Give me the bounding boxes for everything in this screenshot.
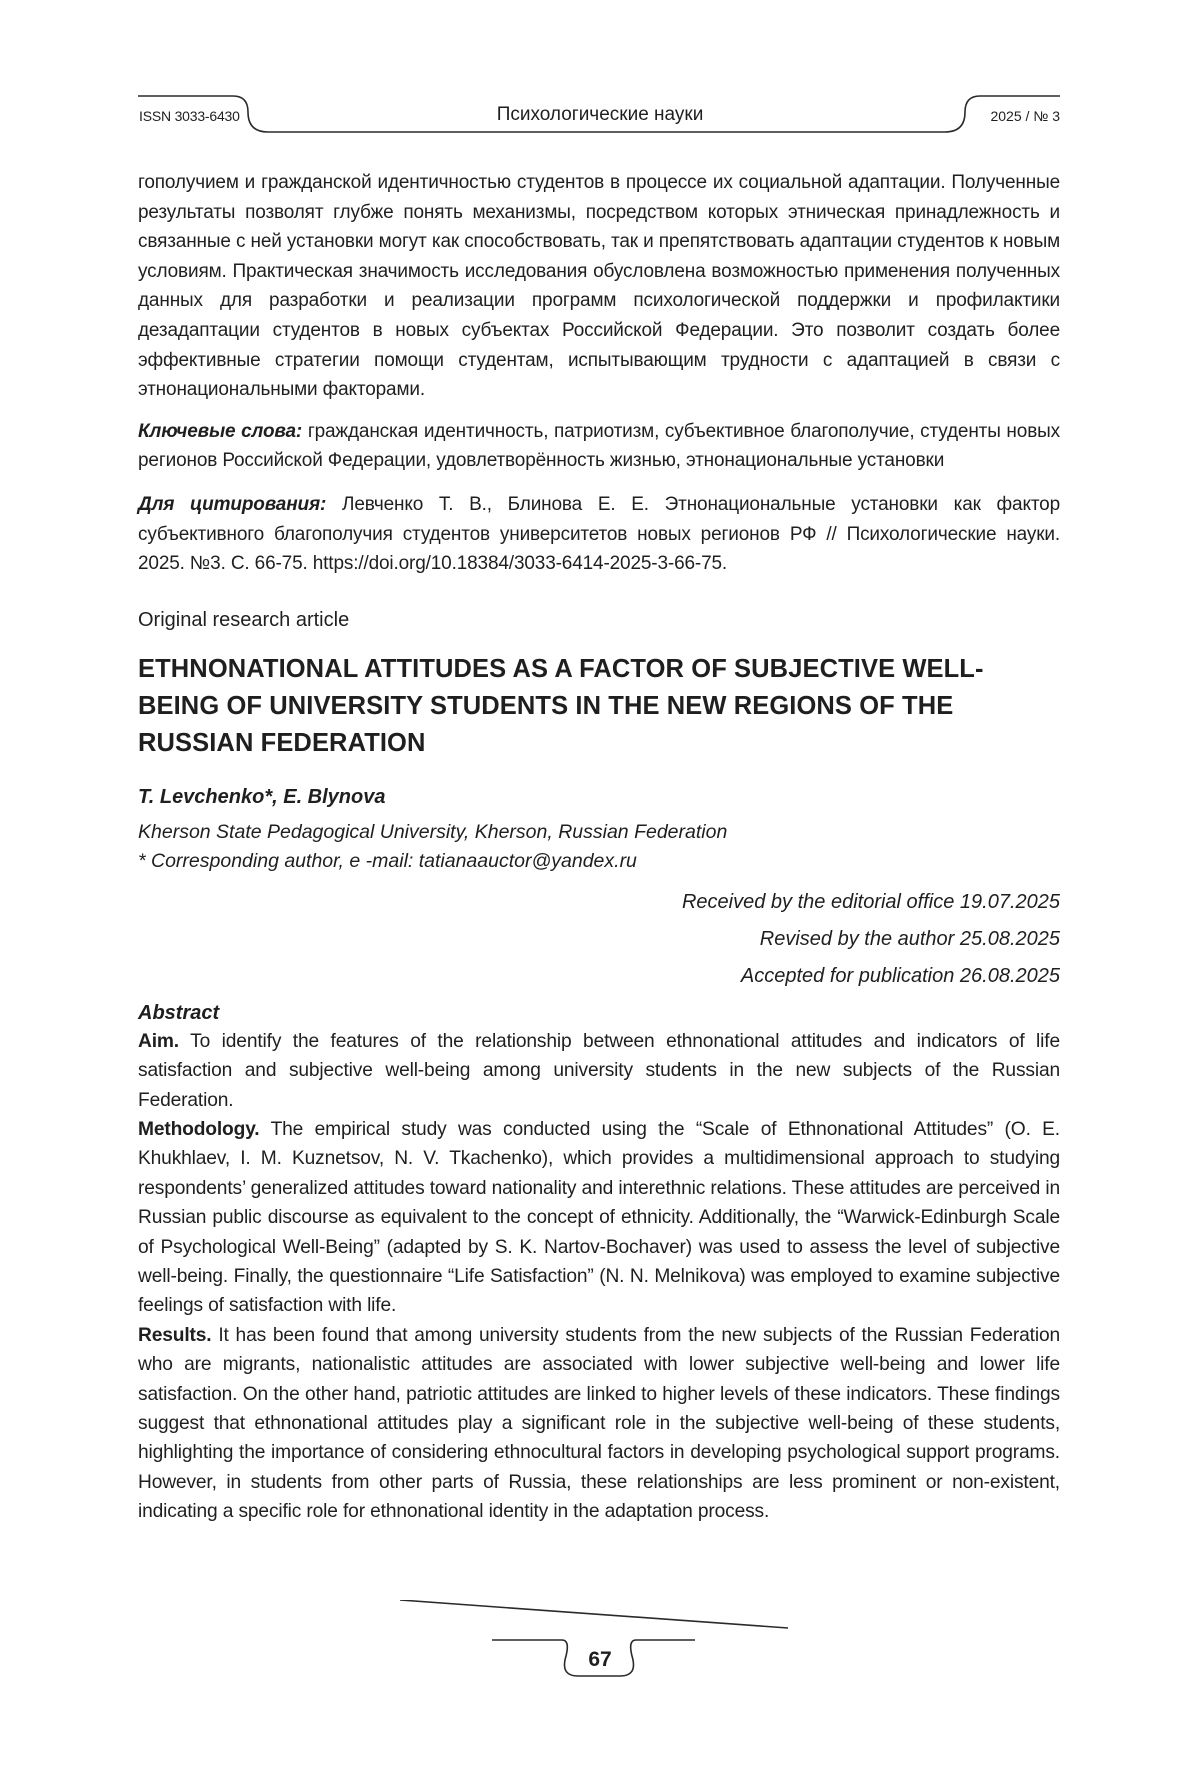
abstract-methodology [138,1115,1060,1321]
abstract-results [138,1321,1060,1527]
accepted-date: Accepted for publication 26.08.2025 [740,964,1060,987]
keywords-text: гражданская идентичность, патриотизм, субъективное благополучие, студенты новых регионов Российской Федерации, удовлетворённость жизнью, этнонациональные установки [138,420,1060,472]
keywords-ru [138,417,1060,476]
citation-text: Левченко Т. В., Блинова Е. Е. Этнонациональные установки как фактор субъективного благополучия студентов университетов новых регионов РФ // Психологические науки. 2025. №3. С. 66-75. https://doi.org/10.18384/3033-6414-2025-3-66-75. [138,493,1061,575]
publication-dates [138,884,1060,995]
keywords-label: Ключевые слова: [138,420,303,442]
abstract-heading: Abstract [138,1001,220,1024]
results-label: Results. [138,1324,212,1346]
methodology-label: Methodology. [138,1118,260,1140]
header-frame-lines [0,0,1200,150]
page-content [138,168,1060,1527]
methodology-text: The empirical study was conducted using the “Scale of Ethnonational Attitudes” (O. E. Khukhlaev, I. M. Kuznetsov, N. V. Tkachenko), which provides a multidimensional approach to studying respondents’ generalized attitudes toward nationality and interethnic relations. These attitudes are perceived in Russian public discourse as equivalent to the concept of ethnicity. Additionally, the “Warwick-Edinburgh Scale of Psychological Well-Being” (adapted by S. K. Nartov-Bochaver) was used to assess the level of subjective well-being. Finally, the questionnaire “Life Satisfaction” (N. N. Melnikova) was employed to examine subjective feelings of satisfaction with life. [138,1118,1060,1317]
article-title: ETHNONATIONAL ATTITUDES AS A FACTOR OF SUBJECTIVE WELL-BEING OF UNIVERSITY STUDENTS IN THE NEW REGIONS OF THE RUSSIAN FEDERATION [138,654,984,757]
citation-ru [138,490,1060,579]
corresponding-author: * Corresponding author, e -mail: tatianaauctor@yandex.ru [138,849,637,872]
affiliation: Kherson State Pedagogical University, Kherson, Russian Federation [138,820,728,843]
journal-name: Психологические науки [496,104,704,125]
russian-abstract-continuation: гополучием и гражданской идентичностью студентов в процессе их социальной адаптации. Полученные результаты позволят глубже понять механизмы, посредством которых этническая принадлежность и связанные с ней установки могут как способствовать, так и препятствовать адаптации студентов к новым условиям. Практическая значимость исследования обусловлена возможностью применения полученных данных для разработки и реализации программ психологической поддержки и профилактики дезадаптации студентов в новых субъектах Российской Федерации. Это позволит создать более эффективные стратегии помощи студентам, испытывающим трудности с адаптацией в связи с этнонациональными факторами. [138,172,1060,401]
issn: ISSN 3033-6430 [139,108,240,124]
issue-number: 2025 / № 3 [990,108,1060,124]
aim-text: To identify the features of the relationship between ethnonational attitudes and indicators of life satisfaction and subjective well-being among university students in the new subjects of the Russian Federation. [138,1030,1060,1111]
running-header [0,0,1200,150]
page-footer [0,1600,1200,1700]
affiliation-block [138,818,1060,876]
results-text: It has been found that among university students from the new subjects of the Russian Federation who are migrants, nationalistic attitudes are associated with lower subjective well-being and lower life satisfaction. On the other hand, patriotic attitudes are linked to higher levels of these indicators. These findings suggest that ethnonational attitudes play a significant role in the subjective well-being of these students, highlighting the importance of considering ethnocultural factors in developing psychological support programs. However, in students from other parts of Russia, these relationships are less prominent or non-existent, indicating a specific role for ethnonational identity in the adaptation process. [138,1324,1060,1523]
revised-date: Revised by the author 25.08.2025 [759,927,1060,950]
citation-label: Для цитирования: [138,493,327,515]
abstract-aim [138,1027,1060,1115]
article-type: Original research article [138,608,350,631]
received-date: Received by the editorial office 19.07.2025 [681,890,1060,913]
authors: T. Levchenko*, E. Blynova [138,785,386,808]
aim-label: Aim. [138,1030,179,1052]
page-number: 67 [588,1648,612,1671]
